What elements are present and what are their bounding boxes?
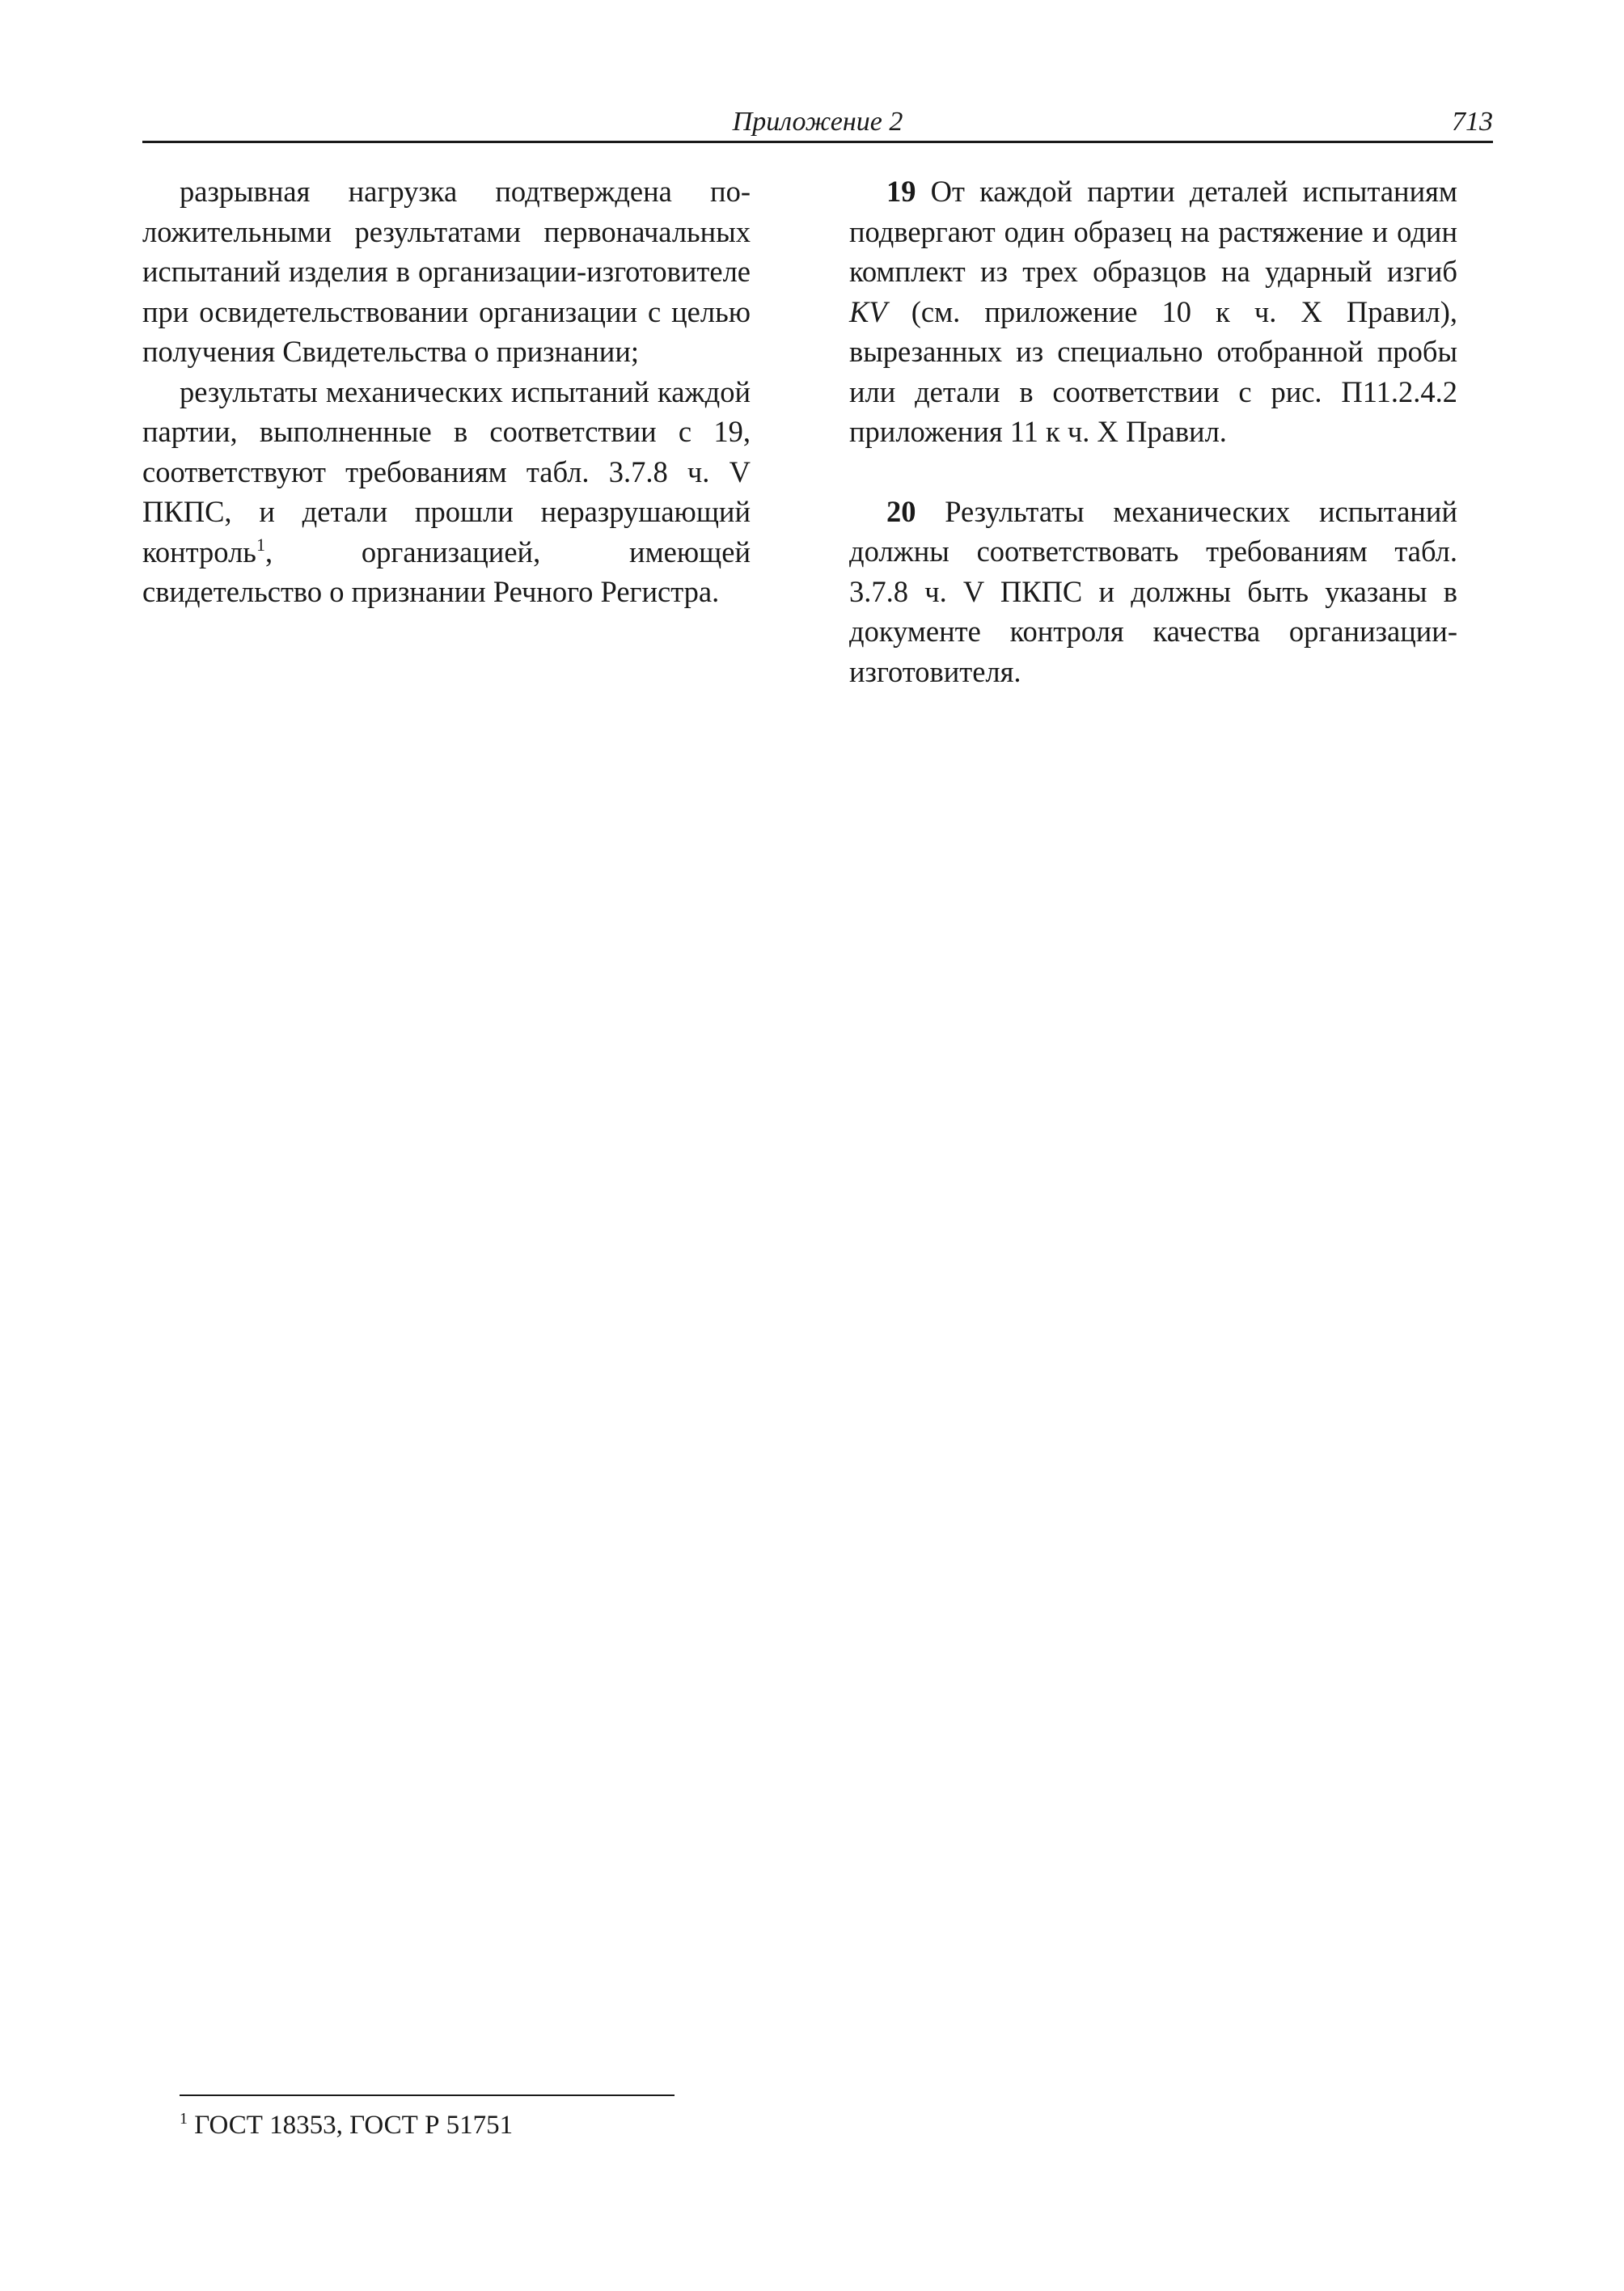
footnote-marker: 1 [180, 2110, 188, 2128]
running-header [142, 104, 1493, 143]
paragraph-text: результаты механических испытаний каждой партии, выполненные в соответствии с 19, соответствуют требованиям табл. 3.7.8 ч. V ПКПС, и детали прошли неразрушающий контроль [142, 374, 751, 569]
section-20 [849, 492, 1457, 692]
left-column [142, 171, 751, 612]
section-number: 19 [886, 175, 916, 208]
right-column [849, 171, 1457, 691]
paragraph-text: (см. приложение 10 к ч. X Правил), вырезанных из специально отобранной пробы или детали в соответствии с рис. П11.2.4.2 приложения 11 к ч. X Правил. [849, 294, 1457, 448]
paragraph-test-results [142, 372, 751, 612]
paragraph-text: , организацией, имеющей свидетельство о признании Речного Регистра. [142, 535, 751, 608]
section-number: 20 [886, 494, 916, 528]
section-19 [849, 171, 1457, 452]
footnote-text: ГОСТ 18353, ГОСТ Р 51751 [188, 2111, 514, 2140]
footnote-ref: 1 [256, 534, 265, 555]
footnote [180, 2107, 513, 2143]
header-title: Приложение 2 [732, 107, 903, 137]
paragraph-text: Результаты механических испытаний должны соответствовать требованиям табл. 3.7.8 ч. V ПКПС и должны быть указаны в документе контроля качества организации-изготовителя. [849, 494, 1457, 688]
paragraph-text: От каждой партии деталей испытаниям подвергают один образец на растяжение и один комплект из трех образцов на ударный изгиб [849, 175, 1457, 288]
italic-term: KV [849, 294, 887, 328]
paragraph-tensile-load: разрывная нагрузка подтверждена положительными результатами первоначальных испытаний изделия в организации-изготовителе при освидетельствовании организации с целью получения Свидетельства о признании; [142, 175, 751, 368]
footnote-divider [180, 2094, 675, 2096]
page-number: 713 [1452, 107, 1493, 137]
